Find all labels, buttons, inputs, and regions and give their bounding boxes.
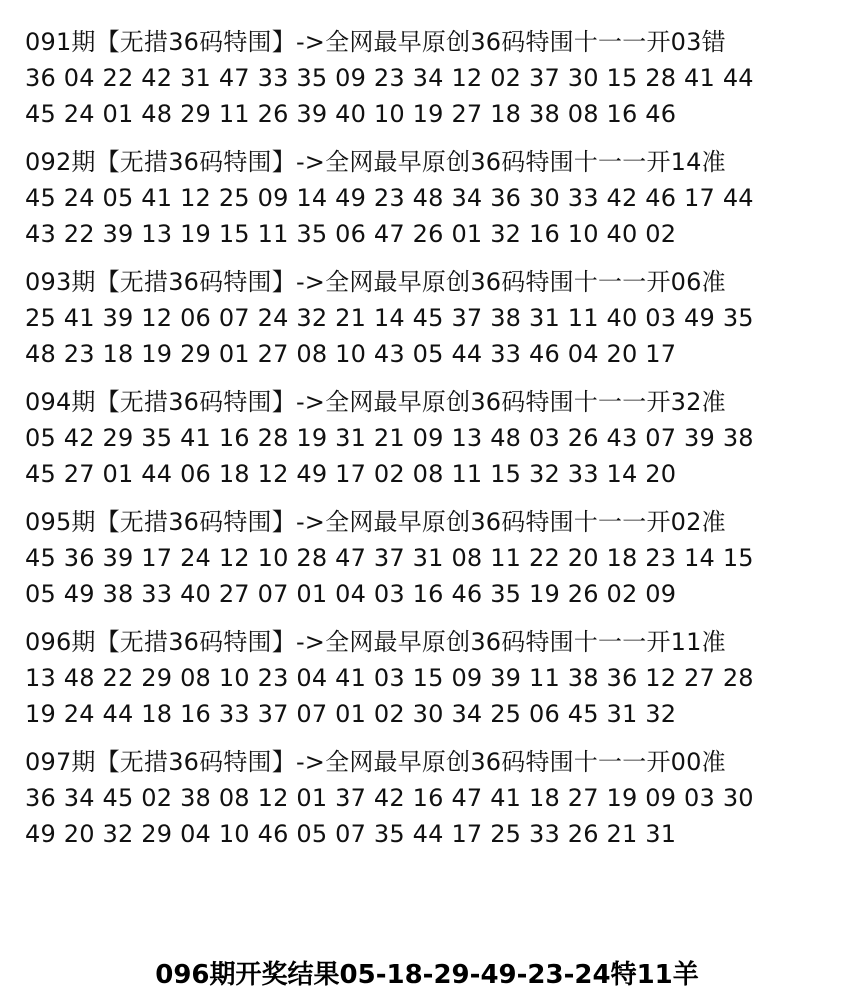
number-row: 45 36 39 17 24 12 10 28 47 37 31 08 11 22 20 18 23 14 15 <box>25 544 754 572</box>
record-block-094 <box>25 384 845 504</box>
record-title: 096期【无措36码特围】->全网最早原创36码特围十一一开11准 <box>25 628 726 656</box>
number-row: 36 34 45 02 38 08 12 01 37 42 16 47 41 18 27 19 09 03 30 <box>25 784 754 812</box>
record-block-095 <box>25 504 845 624</box>
record-block-093 <box>25 264 845 384</box>
number-row: 36 04 22 42 31 47 33 35 09 23 34 12 02 37 30 15 28 41 44 <box>25 64 754 92</box>
number-row: 19 24 44 18 16 33 37 07 01 02 30 34 25 06 45 31 32 <box>25 700 677 728</box>
record-title: 092期【无措36码特围】->全网最早原创36码特围十一一开14准 <box>25 148 726 176</box>
number-row: 45 27 01 44 06 18 12 49 17 02 08 11 15 32 33 14 20 <box>25 460 677 488</box>
record-title: 093期【无措36码特围】->全网最早原创36码特围十一一开06准 <box>25 268 726 296</box>
record-block-092 <box>25 144 845 264</box>
record-block-096 <box>25 624 845 744</box>
draw-result-footer: 096期开奖结果05-18-29-49-23-24特11羊 <box>155 960 699 990</box>
record-block-097 <box>25 744 845 864</box>
record-title: 094期【无措36码特围】->全网最早原创36码特围十一一开32准 <box>25 388 726 416</box>
number-row: 13 48 22 29 08 10 23 04 41 03 15 09 39 11 38 36 12 27 28 <box>25 664 754 692</box>
record-title: 097期【无措36码特围】->全网最早原创36码特围十一一开00准 <box>25 748 726 776</box>
number-row: 25 41 39 12 06 07 24 32 21 14 45 37 38 31 11 40 03 49 35 <box>25 304 754 332</box>
record-title: 095期【无措36码特围】->全网最早原创36码特围十一一开02准 <box>25 508 726 536</box>
number-row: 48 23 18 19 29 01 27 08 10 43 05 44 33 46 04 20 17 <box>25 340 677 368</box>
number-row: 05 42 29 35 41 16 28 19 31 21 09 13 48 03 26 43 07 39 38 <box>25 424 754 452</box>
number-row: 49 20 32 29 04 10 46 05 07 35 44 17 25 33 26 21 31 <box>25 820 677 848</box>
number-row: 05 49 38 33 40 27 07 01 04 03 16 46 35 19 26 02 09 <box>25 580 677 608</box>
records-list <box>25 24 845 864</box>
record-block-091 <box>25 24 845 144</box>
number-row: 45 24 01 48 29 11 26 39 40 10 19 27 18 38 08 16 46 <box>25 100 677 128</box>
number-row: 45 24 05 41 12 25 09 14 49 23 48 34 36 30 33 42 46 17 44 <box>25 184 754 212</box>
record-title: 091期【无措36码特围】->全网最早原创36码特围十一一开03错 <box>25 28 726 56</box>
number-row: 43 22 39 13 19 15 11 35 06 47 26 01 32 16 10 40 02 <box>25 220 677 248</box>
